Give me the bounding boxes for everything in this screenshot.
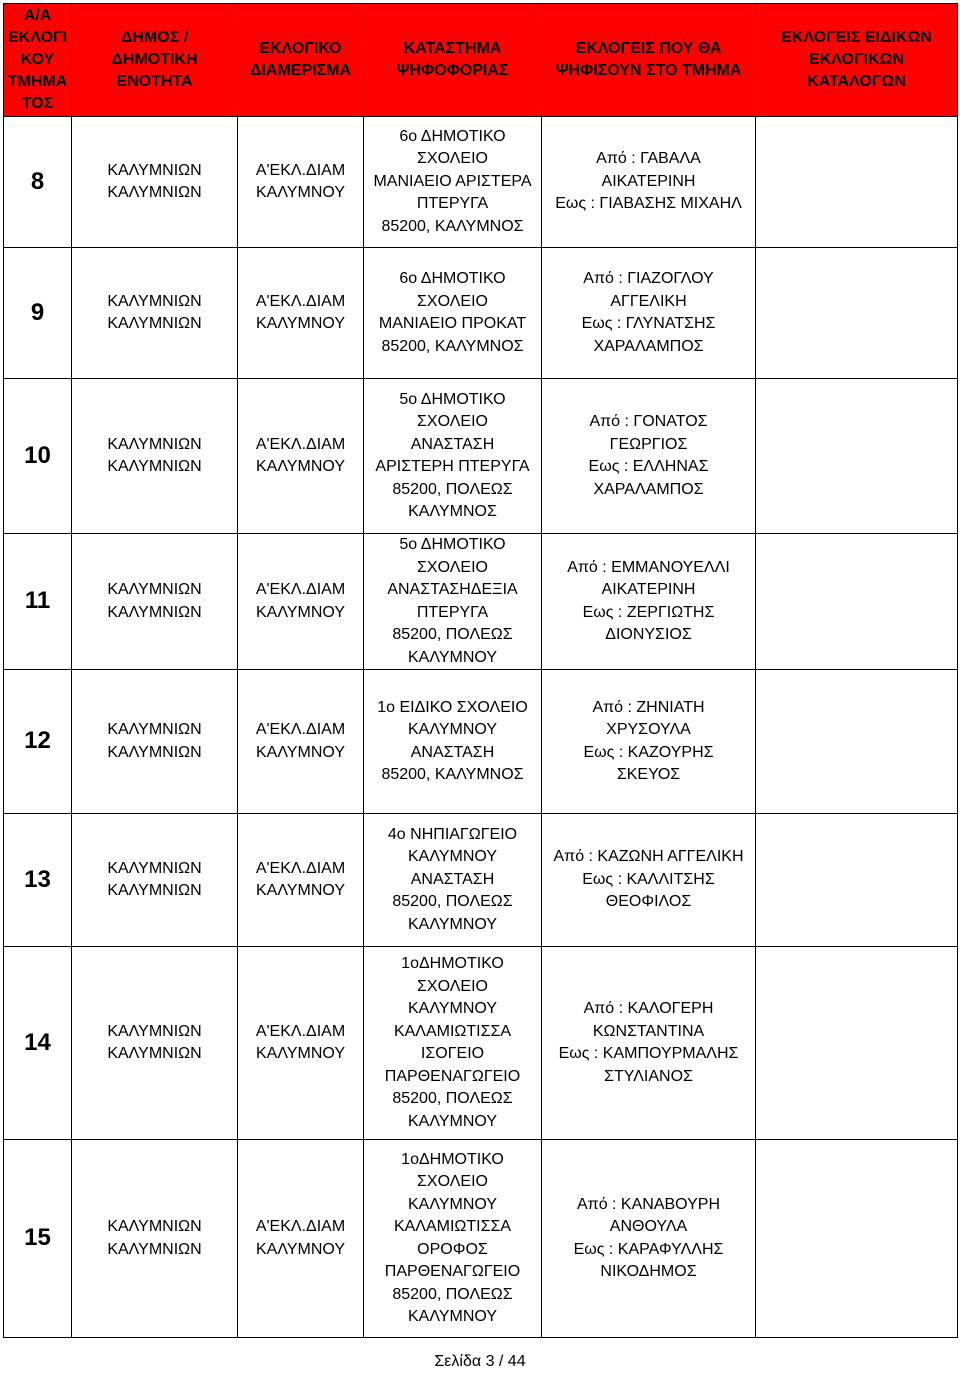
table-row xyxy=(4,1140,958,1338)
cell-text-line: ΚΑΛΥΜΝΟΥ xyxy=(256,1240,345,1258)
cell-text-line: 1οΔΗΜΟΤΙΚΟ xyxy=(401,1150,504,1168)
cell-text-line: Α'ΕΚΛ.ΔΙΑΜ xyxy=(255,581,346,598)
cell-text-line: ΚΑΛΥΜΝΟΥ xyxy=(408,1000,497,1017)
cell-text-line: ΣΧΟΛΕΙΟ xyxy=(417,977,488,995)
cell-text-line: ΔΙΟΝΥΣΙΟΣ xyxy=(605,626,692,643)
cell-text-line: ΚΑΛΥΜΝΟΥ xyxy=(256,882,345,899)
cell-text-line: Εως : ΓΛΥΝΑΤΣΗΣ xyxy=(581,315,716,332)
cell-text-line: ΚΑΛΥΜΝΟΥ xyxy=(408,648,497,666)
voters-range-cell xyxy=(542,379,756,534)
cell-text-line: 85200, ΚΑΛΥΜΝΟΣ xyxy=(381,337,524,355)
municipality-cell xyxy=(72,670,238,814)
cell-text-line: ΣΧΟΛΕΙΟ xyxy=(417,1173,488,1190)
special-lists-cell xyxy=(756,1140,958,1338)
section-number-cell: 13 xyxy=(4,814,72,947)
special-lists-cell xyxy=(756,534,958,670)
cell-text-line: 85200, ΚΑΛΥΜΝΟΣ xyxy=(381,766,524,783)
district-cell xyxy=(238,534,364,670)
header-label-line: ΕΚΛΟΓΙΚΟ xyxy=(259,40,342,57)
section-number-cell: 8 xyxy=(4,117,72,248)
cell-text-line: ΚΑΛΥΜΝΟΥ xyxy=(256,743,345,761)
header-polling-station xyxy=(364,4,542,117)
cell-text-line: Από : ΖΗΝΙΑΤΗ xyxy=(592,698,705,716)
cell-text-line: ΚΑΛΥΜΝΙΩΝ xyxy=(107,603,202,621)
cell-text-line: ΑΝΑΣΤΑΣΗ xyxy=(410,743,495,761)
special-lists-cell xyxy=(756,379,958,534)
cell-text-line: 85200, ΠΟΛΕΩΣ xyxy=(392,626,513,643)
cell-text-line: 4ο ΝΗΠΙΑΓΩΓΕΙΟ xyxy=(387,825,518,843)
cell-text-line: ΚΑΛΥΜΝΙΩΝ xyxy=(107,458,202,475)
table-header xyxy=(4,4,958,117)
cell-text-line: ΠΑΡΘΕΝΑΓΩΓΕΙΟ xyxy=(384,1067,521,1085)
cell-text-line: 85200, ΠΟΛΕΩΣ xyxy=(392,480,513,498)
cell-text-line: Εως : ΕΛΛΗΝΑΣ xyxy=(588,458,709,475)
voters-range-cell xyxy=(542,947,756,1140)
cell-text-line: ΚΑΛΥΜΝΟΥ xyxy=(408,915,497,933)
cell-text-line: ΘΕΟΦΙΛΟΣ xyxy=(605,893,692,911)
header-label-line: ΤΟΣ xyxy=(21,95,54,112)
cell-text-line: Από : ΓΑΒΑΛΑ xyxy=(596,150,701,168)
polling-station-cell xyxy=(364,814,542,947)
cell-text-line: ΚΑΛΥΜΝΙΩΝ xyxy=(107,1045,202,1062)
cell-text-line: ΣΚΕΥΟΣ xyxy=(616,766,681,783)
cell-text-line: ΣΧΟΛΕΙΟ xyxy=(417,292,488,310)
header-label-line: ΕΚΛΟΓΕΙΣ ΠΟΥ ΘΑ xyxy=(575,40,722,57)
cell-text-line: 6ο ΔΗΜΟΤΙΚΟ xyxy=(399,127,506,145)
cell-text-line: 85200, ΠΟΛΕΩΣ xyxy=(392,1285,513,1303)
cell-text-line: ΚΑΛΥΜΝΙΩΝ xyxy=(107,315,202,332)
municipality-cell xyxy=(72,379,238,534)
cell-text-line: ΚΑΛΥΜΝΟΥ xyxy=(408,1308,497,1325)
cell-text-line: ΚΑΛΥΜΝΟΣ xyxy=(408,503,497,520)
municipality-cell xyxy=(72,1140,238,1338)
district-cell xyxy=(238,947,364,1140)
cell-text-line: ΚΑΛΥΜΝΙΩΝ xyxy=(107,435,202,453)
header-electoral-district xyxy=(238,4,364,117)
cell-text-line: ΚΑΛΥΜΝΟΥ xyxy=(256,315,345,332)
cell-text-line: ΑΙΚΑΤΕΡΙΝΗ xyxy=(601,581,696,598)
cell-text-line: ΜΑΝΙΑΕΙΟ ΑΡΙΣΤΕΡΑ xyxy=(373,172,532,190)
table-row xyxy=(4,379,958,534)
polling-station-cell xyxy=(364,117,542,248)
voters-range-cell xyxy=(542,534,756,670)
cell-text-line: 85200, ΠΟΛΕΩΣ xyxy=(392,1090,513,1107)
cell-text-line: Α'ΕΚΛ.ΔΙΑΜ xyxy=(255,1022,346,1040)
voters-range-cell xyxy=(542,248,756,379)
section-number-cell: 10 xyxy=(4,379,72,534)
cell-text-line: 5ο ΔΗΜΟΤΙΚΟ xyxy=(399,390,506,408)
cell-text-line: ΚΑΛΥΜΝΙΩΝ xyxy=(107,743,202,761)
header-row xyxy=(4,4,958,117)
cell-text-line: ΓΕΩΡΓΙΟΣ xyxy=(609,435,688,453)
cell-text-line: ΣΧΟΛΕΙΟ xyxy=(417,150,488,168)
table-row xyxy=(4,814,958,947)
header-polling-section-number xyxy=(4,4,72,117)
header-label-line: ΚΑΤΑΣΤΗΜΑ xyxy=(403,40,502,57)
cell-text-line: ΚΑΛΥΜΝΟΥ xyxy=(256,1045,345,1062)
polling-station-cell xyxy=(364,534,542,670)
table-row xyxy=(4,670,958,814)
section-number-cell: 9 xyxy=(4,248,72,379)
cell-text-line: ΚΑΛΥΜΝΟΥ xyxy=(408,848,497,866)
cell-text-line: ΚΩΝΣΤΑΝΤΙΝΑ xyxy=(592,1022,705,1040)
cell-text-line: ΚΑΛΥΜΝΟΥ xyxy=(408,1195,497,1213)
header-label-line: ΚΑΤΑΛΟΓΩΝ xyxy=(807,73,906,90)
cell-text-line: ΚΑΛΥΜΝΟΥ xyxy=(256,184,345,201)
cell-text-line: Από : ΚΑΛΟΓΕΡΗ xyxy=(583,1000,714,1017)
cell-text-line: Από : ΓΙΑΖΟΓΛΟΥ xyxy=(583,270,714,287)
special-lists-cell xyxy=(756,670,958,814)
cell-text-line: Α'ΕΚΛ.ΔΙΑΜ xyxy=(255,435,346,453)
district-cell xyxy=(238,1140,364,1338)
cell-text-line: 1οΔΗΜΟΤΙΚΟ xyxy=(401,955,504,972)
cell-text-line: Από : ΚΑΝΑΒΟΥΡΗ xyxy=(576,1195,720,1213)
cell-text-line: ΚΑΛΥΜΝΙΩΝ xyxy=(107,721,202,738)
voters-range-cell xyxy=(542,814,756,947)
cell-text-line: Εως : ΚΑΡΑΦΥΛΛΗΣ xyxy=(573,1240,724,1258)
page-number: Σελίδα 3 / 44 xyxy=(434,1353,526,1370)
header-label-line: ΨΗΦΟΦΟΡΙΑΣ xyxy=(396,62,509,79)
special-lists-cell xyxy=(756,117,958,248)
header-label-line: ΕΚΛΟΓΕΙΣ ΕΙΔΙΚΩΝ xyxy=(781,29,932,46)
municipality-cell xyxy=(72,947,238,1140)
cell-text-line: ΧΑΡΑΛΑΜΠΟΣ xyxy=(593,337,704,355)
cell-text-line: ΚΑΛΥΜΝΙΩΝ xyxy=(107,581,202,598)
cell-text-line: Εως : ΚΑΖΟΥΡΗΣ xyxy=(583,743,714,761)
cell-text-line: ΑΝΑΣΤΑΣΗΔΕΞΙΑ xyxy=(387,581,518,598)
cell-text-line: Από : ΕΜΜΑΝΟΥΕΛΛΙ xyxy=(567,558,730,576)
special-lists-cell xyxy=(756,814,958,947)
cell-text-line: Α'ΕΚΛ.ΔΙΑΜ xyxy=(255,1218,346,1235)
header-label-line: ΤΜΗΜΑ xyxy=(7,73,68,90)
header-voters-range xyxy=(542,4,756,117)
polling-stations-table xyxy=(3,3,958,1338)
cell-text-line: Α'ΕΚΛ.ΔΙΑΜ xyxy=(255,859,346,877)
cell-text-line: 5ο ΔΗΜΟΤΙΚΟ xyxy=(399,536,506,553)
municipality-cell xyxy=(72,534,238,670)
voters-range-cell xyxy=(542,117,756,248)
polling-station-cell xyxy=(364,1140,542,1338)
cell-text-line: ΟΡΟΦΟΣ xyxy=(417,1240,488,1258)
special-lists-cell xyxy=(756,947,958,1140)
cell-text-line: ΝΙΚΟΔΗΜΟΣ xyxy=(600,1263,697,1280)
cell-text-line: ΣΧΟΛΕΙΟ xyxy=(417,558,488,576)
polling-station-cell xyxy=(364,248,542,379)
district-cell xyxy=(238,117,364,248)
cell-text-line: ΜΑΝΙΑΕΙΟ ΠΡΟΚΑΤ xyxy=(378,315,527,332)
table-row xyxy=(4,117,958,248)
cell-text-line: Α'ΕΚΛ.ΔΙΑΜ xyxy=(255,292,346,310)
polling-station-cell xyxy=(364,947,542,1140)
polling-station-cell xyxy=(364,670,542,814)
header-special-lists xyxy=(756,4,958,117)
cell-text-line: ΠΤΕΡΥΓΑ xyxy=(416,195,489,213)
header-label-line: ΨΗΦΙΣΟΥΝ ΣΤΟ ΤΜΗΜΑ xyxy=(555,62,742,79)
cell-text-line: 6ο ΔΗΜΟΤΙΚΟ xyxy=(399,270,506,287)
cell-text-line: Από : ΚΑΖΩΝΗ ΑΓΓΕΛΙΚΗ xyxy=(553,848,744,866)
cell-text-line: ΣΧΟΛΕΙΟ xyxy=(417,413,488,430)
cell-text-line: ΚΑΛΥΜΝΙΩΝ xyxy=(107,1240,202,1258)
cell-text-line: ΚΑΛΥΜΝΟΥ xyxy=(408,721,497,738)
cell-text-line: ΚΑΛΥΜΝΙΩΝ xyxy=(107,882,202,899)
municipality-cell xyxy=(72,117,238,248)
table-row xyxy=(4,947,958,1140)
cell-text-line: ΚΑΛΥΜΝΟΥ xyxy=(256,458,345,475)
municipality-cell xyxy=(72,814,238,947)
cell-text-line: Από : ΓΟΝΑΤΟΣ xyxy=(589,413,708,430)
cell-text-line: ΑΓΓΕΛΙΚΗ xyxy=(610,292,687,310)
cell-text-line: ΑΝΑΣΤΑΣΗ xyxy=(410,435,495,453)
cell-text-line: ΚΑΛΥΜΝΙΩΝ xyxy=(107,184,202,201)
cell-text-line: ΚΑΛΥΜΝΟΥ xyxy=(256,603,345,621)
table-row xyxy=(4,534,958,670)
header-label-line: ΔΗΜΟΤΙΚΗ xyxy=(111,51,198,68)
cell-text-line: ΧΑΡΑΛΑΜΠΟΣ xyxy=(593,480,704,498)
municipality-cell xyxy=(72,248,238,379)
section-number-cell: 12 xyxy=(4,670,72,814)
header-label-line: ΕΚΛΟΓΙ xyxy=(8,29,67,46)
voters-range-cell xyxy=(542,1140,756,1338)
section-number-cell: 11 xyxy=(4,534,72,670)
cell-text-line: ΣΤΥΛΙΑΝΟΣ xyxy=(604,1067,693,1085)
district-cell xyxy=(238,248,364,379)
cell-text-line: Εως : ΓΙΑΒΑΣΗΣ ΜΙΧΑΗΛ xyxy=(555,195,742,213)
district-cell xyxy=(238,814,364,947)
cell-text-line: Εως : ΚΑΛΛΙΤΣΗΣ xyxy=(582,870,715,888)
cell-text-line: ΚΑΛΥΜΝΙΩΝ xyxy=(107,859,202,877)
cell-text-line: ΑΝΘΟΥΛΑ xyxy=(609,1218,688,1235)
table-row xyxy=(4,248,958,379)
header-label-line: ΔΗΜΟΣ / xyxy=(120,29,189,46)
header-label-line: ΕΝΟΤΗΤΑ xyxy=(116,73,193,90)
header-label-line: ΚΟΥ xyxy=(20,51,55,68)
cell-text-line: 1ο ΕΙΔΙΚΟ ΣΧΟΛΕΙΟ xyxy=(377,698,528,716)
header-label-line: ΕΚΛΟΓΙΚΩΝ xyxy=(809,51,904,68)
cell-text-line: ΠΑΡΘΕΝΑΓΩΓΕΙΟ xyxy=(384,1263,521,1280)
special-lists-cell xyxy=(756,248,958,379)
cell-text-line: ΠΤΕΡΥΓΑ xyxy=(416,603,489,621)
cell-text-line: ΙΣΟΓΕΙΟ xyxy=(420,1045,485,1062)
header-label-line: ΔΙΑΜΕΡΙΣΜΑ xyxy=(249,62,352,79)
voters-range-cell xyxy=(542,670,756,814)
cell-text-line: ΚΑΛΑΜΙΩΤΙΣΣΑ xyxy=(393,1218,512,1235)
cell-text-line: 85200, ΠΟΛΕΩΣ xyxy=(392,893,513,911)
cell-text-line: ΑΡΙΣΤΕΡΗ ΠΤΕΡΥΓΑ xyxy=(375,458,530,475)
header-label-line: Α/Α xyxy=(23,7,52,24)
cell-text-line: ΚΑΛΥΜΝΙΩΝ xyxy=(107,1218,202,1235)
cell-text-line: ΧΡΥΣΟΥΛΑ xyxy=(606,721,691,738)
section-number-cell: 15 xyxy=(4,1140,72,1338)
header-municipality xyxy=(72,4,238,117)
cell-text-line: Εως : ΚΑΜΠΟΥΡΜΑΛΗΣ xyxy=(558,1045,739,1062)
cell-text-line: Α'ΕΚΛ.ΔΙΑΜ xyxy=(255,721,346,738)
section-number-cell: 14 xyxy=(4,947,72,1140)
cell-text-line: Α'ΕΚΛ.ΔΙΑΜ xyxy=(255,161,346,179)
cell-text-line: ΚΑΛΥΜΝΙΩΝ xyxy=(107,161,202,179)
district-cell xyxy=(238,379,364,534)
cell-text-line: ΑΙΚΑΤΕΡΙΝΗ xyxy=(601,172,696,190)
cell-text-line: ΑΝΑΣΤΑΣΗ xyxy=(410,870,495,888)
district-cell xyxy=(238,670,364,814)
cell-text-line: ΚΑΛΥΜΝΙΩΝ xyxy=(107,292,202,310)
table-body xyxy=(4,117,958,1338)
cell-text-line: 85200, ΚΑΛΥΜΝΟΣ xyxy=(381,217,524,235)
cell-text-line: ΚΑΛΑΜΙΩΤΙΣΣΑ xyxy=(393,1022,512,1040)
cell-text-line: ΚΑΛΥΜΝΟΥ xyxy=(408,1112,497,1130)
polling-station-cell xyxy=(364,379,542,534)
cell-text-line: Εως : ΖΕΡΓΙΩΤΗΣ xyxy=(582,603,715,621)
cell-text-line: ΚΑΛΥΜΝΙΩΝ xyxy=(107,1022,202,1040)
